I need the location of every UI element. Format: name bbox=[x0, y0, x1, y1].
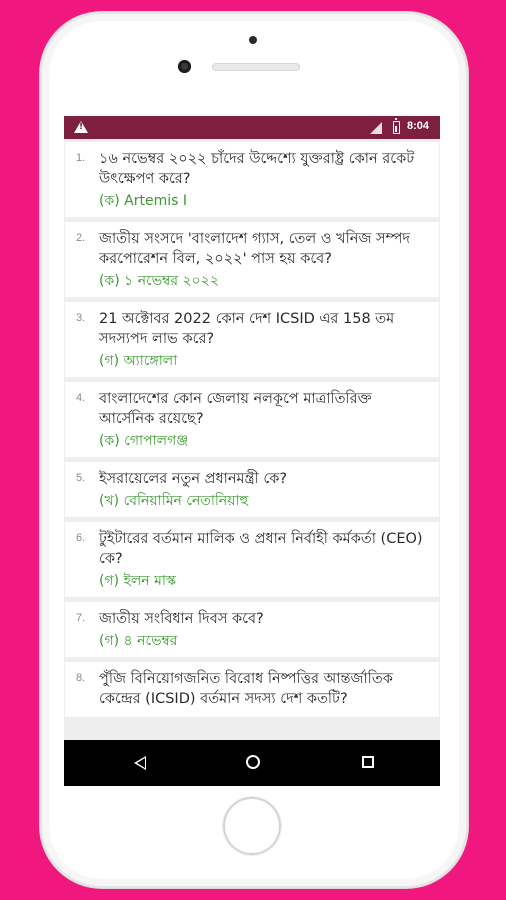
earpiece-speaker bbox=[212, 63, 300, 71]
question-number: 4. bbox=[76, 392, 86, 404]
answer-text: (ক) Artemis I bbox=[99, 193, 188, 209]
answer-text: (ক) ১ নভেম্বর ২০২২ bbox=[99, 273, 219, 289]
question-text: পুঁজি বিনিয়োগজনিত বিরোধ নিষ্পত্তির আন্তর্জাতিক কেন্দ্রের (ICSID) বর্তমান সদস্য দেশ কতটি? bbox=[99, 671, 393, 707]
home-icon[interactable] bbox=[246, 755, 260, 769]
question-card[interactable] bbox=[65, 382, 439, 457]
battery-icon bbox=[393, 121, 400, 134]
question-text: ১৬ নভেম্বর ২০২২ চাঁদের উদ্দেশ্যে যুক্তরাষ্ট্র কোন রকেট উৎক্ষেপণ করে? bbox=[99, 151, 415, 187]
question-card[interactable] bbox=[65, 602, 439, 657]
question-list[interactable] bbox=[64, 142, 440, 740]
sensor bbox=[249, 36, 257, 44]
question-card[interactable] bbox=[65, 522, 439, 597]
answer-text: (গ) ইলন মাস্ক bbox=[99, 573, 176, 589]
question-card[interactable] bbox=[65, 142, 439, 217]
question-number: 2. bbox=[76, 232, 86, 244]
answer-text: (গ) অ্যাঙ্গোলা bbox=[99, 353, 178, 369]
recent-apps-icon[interactable] bbox=[362, 756, 374, 768]
question-text: ইসরায়েলের নতুন প্রধানমন্ত্রী কে? bbox=[99, 471, 288, 487]
answer-text: (খ) বেনিয়ামিন নেতানিয়াহু bbox=[99, 493, 249, 509]
question-card[interactable] bbox=[65, 462, 439, 517]
question-number: 8. bbox=[76, 672, 86, 684]
question-text: 21 অক্টোবর 2022 কোন দেশ ICSID এর 158 তম সদস্যপদ লাভ করে? bbox=[99, 311, 395, 347]
question-card[interactable] bbox=[65, 302, 439, 377]
question-number: 7. bbox=[76, 612, 86, 624]
question-number: 1. bbox=[76, 152, 86, 164]
question-number: 5. bbox=[76, 472, 86, 484]
question-text: টুইটারের বর্তমান মালিক ও প্রধান নির্বাহী কর্মকর্তা (CEO) কে? bbox=[99, 531, 423, 567]
question-card[interactable] bbox=[65, 222, 439, 297]
question-text: জাতীয় সংবিধান দিবস কবে? bbox=[99, 611, 264, 627]
question-number: 3. bbox=[76, 312, 86, 324]
question-text: বাংলাদেশের কোন জেলায় নলকূপে মাত্রাতিরিক্ত আর্সেনিক রয়েছে? bbox=[99, 391, 372, 427]
question-text: জাতীয় সংসদে 'বাংলাদেশ গ্যাস, তেল ও খনিজ সম্পদ করপোরেশন বিল, ২০২২' পাস হয় কবে? bbox=[99, 231, 411, 267]
answer-text: (ক) গোপালগঞ্জ bbox=[99, 433, 189, 449]
warning-icon bbox=[74, 121, 88, 133]
back-icon[interactable] bbox=[134, 756, 146, 770]
status-bar bbox=[64, 116, 440, 139]
app-screen bbox=[64, 116, 440, 786]
hardware-home-button[interactable] bbox=[223, 797, 281, 855]
answer-text: (গ) ৪ নভেম্বর bbox=[99, 633, 178, 649]
question-number: 6. bbox=[76, 532, 86, 544]
front-camera-icon bbox=[178, 60, 191, 73]
system-nav-bar bbox=[64, 740, 440, 786]
question-card[interactable] bbox=[65, 662, 439, 717]
signal-icon bbox=[370, 122, 382, 134]
status-time: 8:04 bbox=[407, 120, 430, 132]
